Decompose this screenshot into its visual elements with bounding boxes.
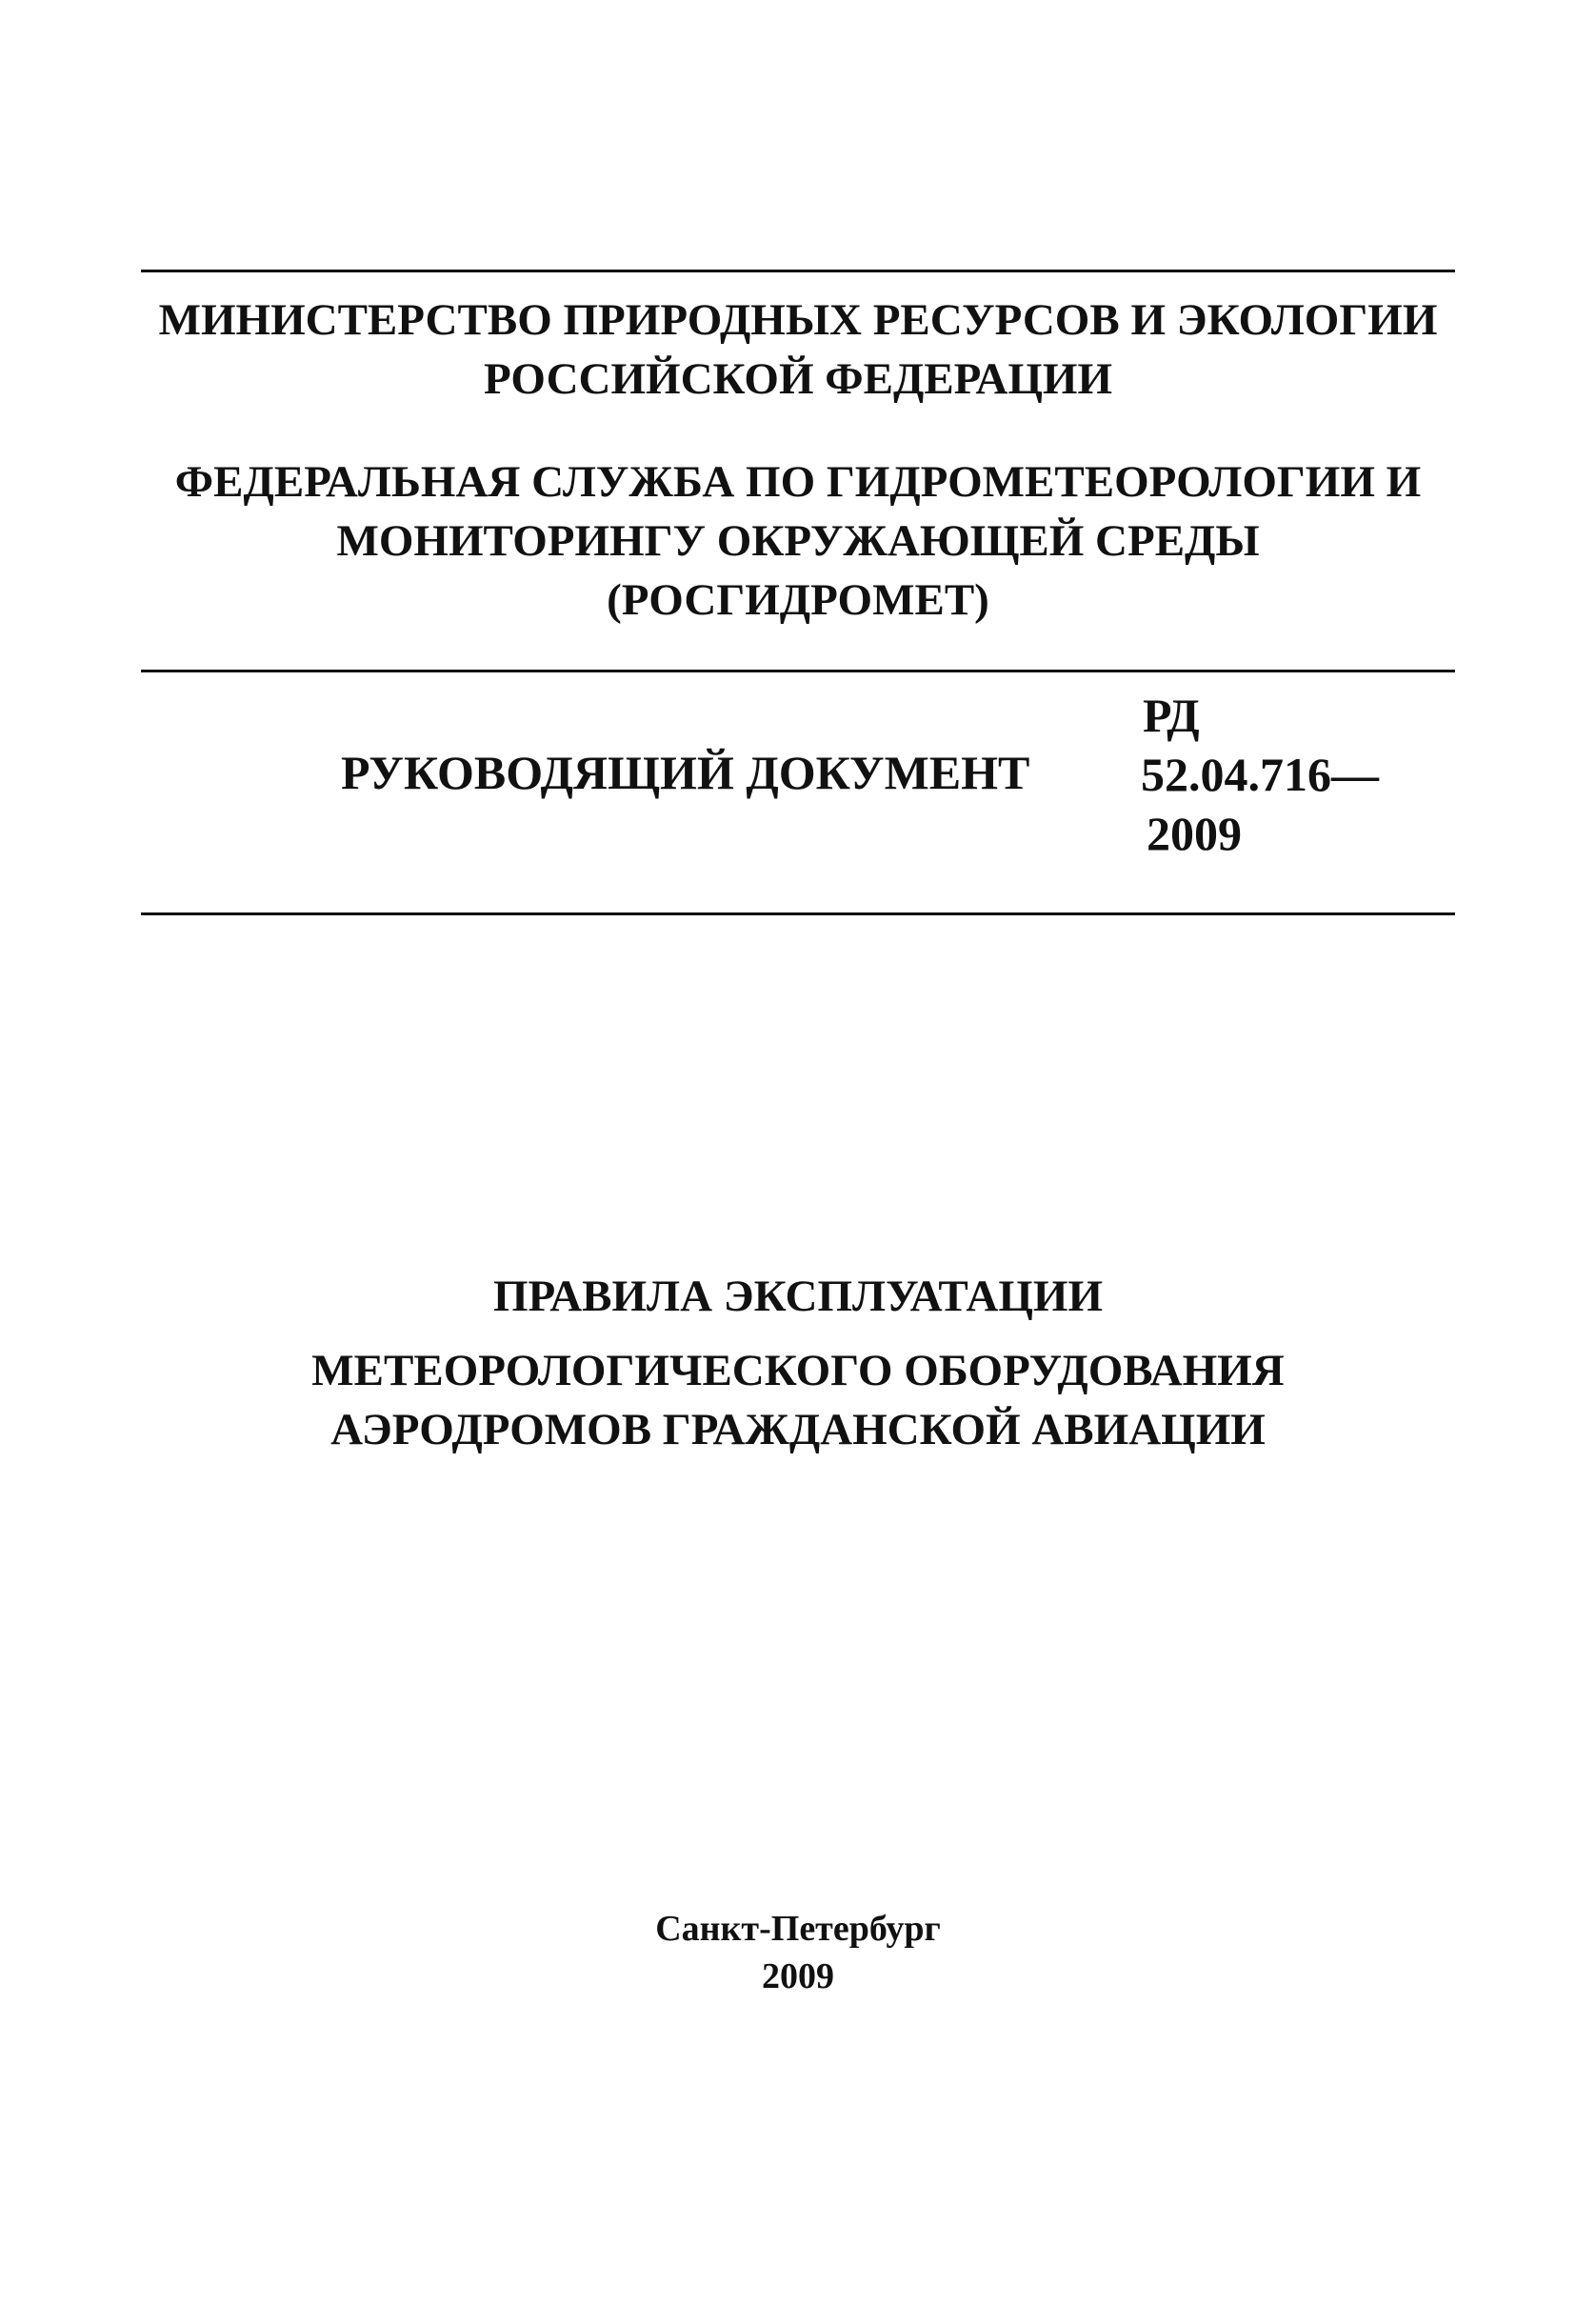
middle-rule bbox=[141, 670, 1455, 672]
service-line-2: МОНИТОРИНГУ ОКРУЖАЮЩЕЙ СРЕДЫ bbox=[336, 516, 1260, 566]
document-number-code: 52.04.716— bbox=[1141, 748, 1379, 801]
document-number bbox=[1141, 686, 1379, 863]
imprint bbox=[141, 1905, 1455, 2000]
service-line-1: ФЕДЕРАЛЬНАЯ СЛУЖБА ПО ГИДРОМЕТЕОРОЛОГИИ И bbox=[174, 457, 1422, 507]
title-line-1: ПРАВИЛА ЭКСПЛУАТАЦИИ bbox=[492, 1272, 1104, 1321]
document-title bbox=[141, 1267, 1455, 1459]
document-number-year: 2009 bbox=[1147, 807, 1242, 860]
service-line-3: (РОСГИДРОМЕТ) bbox=[607, 575, 989, 625]
title-line-2: МЕТЕОРОЛОГИЧЕСКОГО ОБОРУДОВАНИЯ bbox=[311, 1346, 1285, 1395]
document-number-prefix: РД bbox=[1143, 689, 1200, 742]
ministry-line-2: РОССИЙСКОЙ ФЕДЕРАЦИИ bbox=[484, 354, 1112, 404]
bottom-rule bbox=[141, 912, 1455, 915]
imprint-year: 2009 bbox=[762, 1956, 834, 1996]
imprint-city: Санкт-Петербург bbox=[655, 1909, 941, 1949]
service-heading bbox=[141, 452, 1455, 630]
ministry-line-1: МИНИСТЕРСТВО ПРИРОДНЫХ РЕСУРСОВ И ЭКОЛОГИИ bbox=[158, 295, 1438, 345]
title-line-3: АЭРОДРОМОВ ГРАЖДАНСКОЙ АВИАЦИИ bbox=[330, 1405, 1266, 1454]
ministry-heading bbox=[141, 291, 1455, 409]
document-type-label: РУКОВОДЯЩИЙ ДОКУМЕНТ bbox=[341, 746, 1030, 799]
top-rule bbox=[141, 270, 1455, 272]
